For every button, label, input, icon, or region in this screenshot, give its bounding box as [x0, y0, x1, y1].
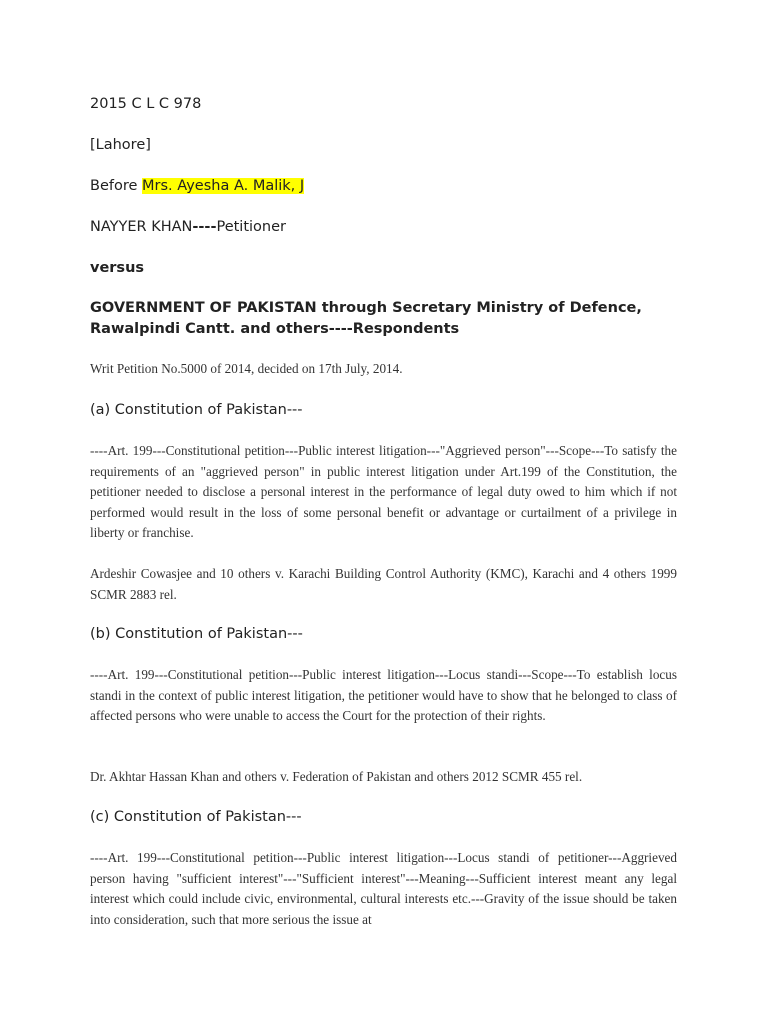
bench-prefix: Before [90, 178, 143, 194]
section-body: ----Art. 199---Constitutional petition---Public interest litigation---Locus standi of petitioner---Aggrieved person having "sufficient interest"---"Sufficient interest"---Meaning---Sufficient interest meant any legal interest which could include civic, environmental, cultural interests etc.---Gravity of the issue should be taken into consideration, such that more serious the issue at [90, 850, 677, 927]
section-citation: Ardeshir Cowasjee and 10 others v. Karachi Building Control Authority (KMC), Karachi and 4 others 1999 SCMR 2883 rel. [90, 566, 677, 602]
section-heading: (c) Constitution of Pakistan--- [90, 809, 302, 825]
case-info: Writ Petition No.5000 of 2014, decided on 17th July, 2014. [90, 361, 403, 376]
judge-name: Mrs. Ayesha A. Malik, J [142, 178, 305, 194]
versus-label: versus [90, 260, 145, 276]
petitioner-role: Petitioner [216, 219, 286, 235]
section-heading: (b) Constitution of Pakistan--- [90, 626, 303, 642]
bench-line [90, 176, 304, 196]
section-heading: (a) Constitution of Pakistan--- [90, 402, 303, 418]
petitioner-name: NAYYER KHAN [90, 219, 193, 235]
petitioner-line [90, 217, 286, 237]
section-body: ----Art. 199---Constitutional petition---Public interest litigation---"Aggrieved person"---Scope---To satisfy the requirements of an "aggrieved person" in public interest litigation under Art.199 of the Constitution, the petitioner needed to disclose a personal interest in the performance of legal duty owed to him which if not performed would result in the loss of some personal benefit or advantage or curtailment of a privilege in liberty or franchise. [90, 443, 677, 541]
petitioner-separator: ---- [192, 219, 217, 235]
court-name: [Lahore] [90, 137, 151, 153]
respondents: GOVERNMENT OF PAKISTAN through Secretary Ministry of Defence, Rawalpindi Cantt. and others----Respondents [90, 300, 642, 337]
section-citation: Dr. Akhtar Hassan Khan and others v. Federation of Pakistan and others 2012 SCMR 455 rel. [90, 769, 583, 784]
citation: 2015 C L C 978 [90, 96, 202, 112]
section-body: ----Art. 199---Constitutional petition---Public interest litigation---Locus standi---Scope---To establish locus standi in the context of public interest litigation, the petitioner would have to show that he belonged to class of affected persons who were unable to access the Court for the protection of their rights. [90, 667, 677, 724]
